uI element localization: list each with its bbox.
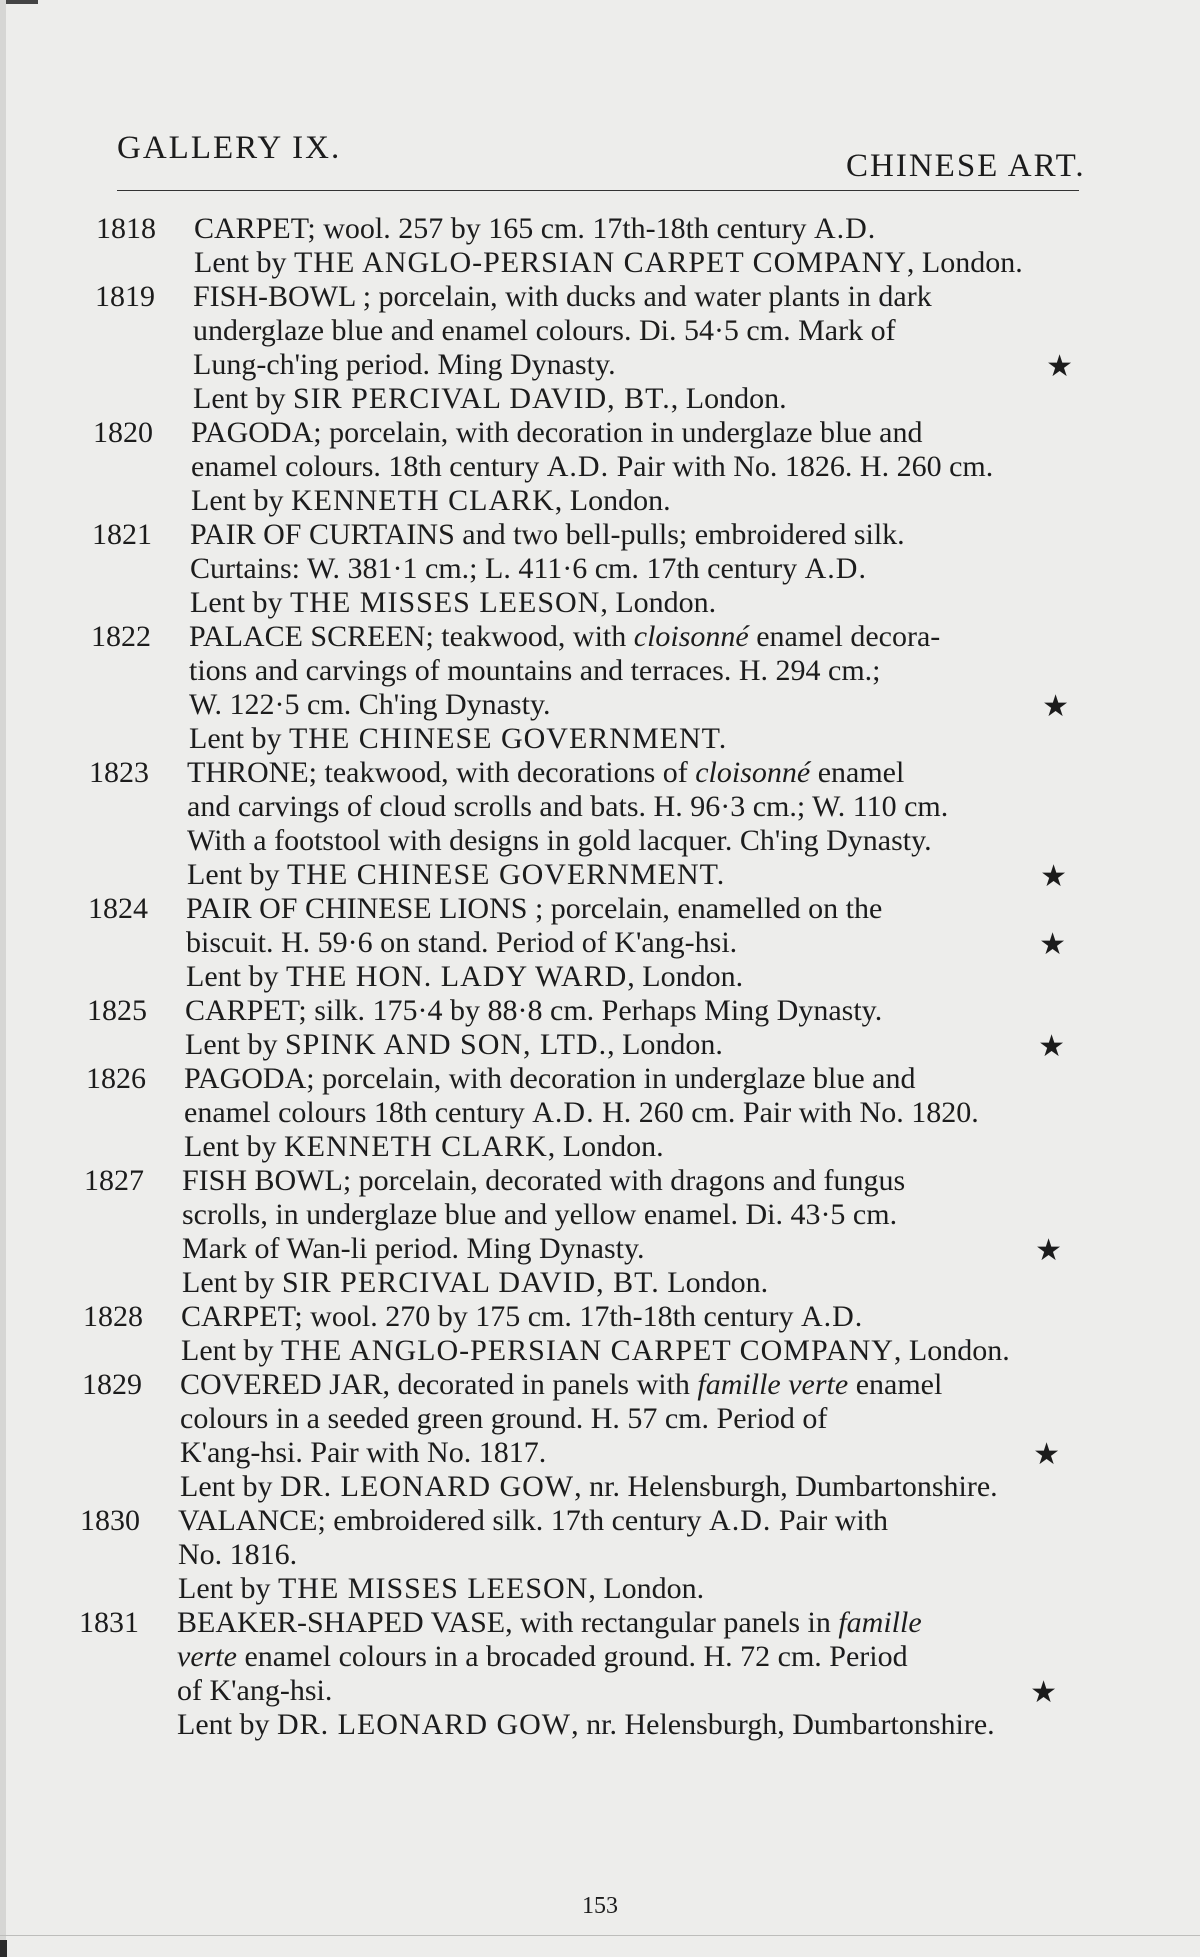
entry-text: THRONE; teakwood, with decorations of cloisonné enamel <box>187 756 905 789</box>
lender-name: A.D. <box>800 1300 864 1333</box>
entry-line <box>92 586 1092 620</box>
catalogue-entry <box>86 1062 1086 1164</box>
entry-text: Curtains: W. 381·1 cm.; L. 411·6 cm. 17th century A.D. <box>190 552 867 585</box>
header-rule <box>117 190 1079 191</box>
entry-first-line <box>86 1062 1086 1096</box>
entry-text: PAIR OF CURTAINS and two bell-pulls; embroidered silk. <box>190 518 905 551</box>
lender-name: SIR PERCIVAL DAVID, BT. <box>292 382 671 415</box>
entry-text: verte enamel colours in a brocaded ground. H. 72 cm. Period <box>177 1640 908 1673</box>
entry-text: Lent by KENNETH CLARK, London. <box>184 1130 664 1163</box>
lender-name: A.D. <box>813 212 877 245</box>
lender-name: KENNETH CLARK <box>290 484 555 517</box>
entry-line <box>82 1402 1082 1436</box>
entry-text: PAGODA; porcelain, with decoration in underglaze blue and <box>184 1062 916 1095</box>
lender-name: THE ANGLO-PERSIAN CARPET COMPANY <box>293 246 907 279</box>
catalogue-entry <box>91 620 1091 756</box>
italic-term: verte <box>177 1640 237 1673</box>
star-icon: ★ <box>1030 1676 1057 1709</box>
entry-text: No. 1816. <box>178 1538 298 1571</box>
italic-term: famille verte <box>697 1368 849 1401</box>
entry-text: Lent by DR. LEONARD GOW, nr. Helensburgh, Dumbartonshire. <box>180 1470 998 1503</box>
lender-name: A.D. <box>804 552 867 585</box>
page-edge-shadow <box>0 0 6 1957</box>
corner-mark-bottom <box>0 1940 7 1957</box>
entry-number: 1825 <box>87 994 147 1027</box>
entry-line <box>82 1436 1082 1470</box>
lender-name: A.D. <box>546 450 610 483</box>
entry-text: biscuit. H. 59·6 on stand. Period of K'ang-hsi. <box>186 926 738 959</box>
star-icon: ★ <box>1042 690 1069 723</box>
entry-first-line <box>89 756 1089 790</box>
lender-name: KENNETH CLARK <box>283 1130 548 1163</box>
entry-number: 1829 <box>82 1368 142 1401</box>
lender-name: THE MISSES LEESON <box>277 1572 589 1605</box>
entry-first-line <box>96 212 1096 246</box>
entry-text: Lent by DR. LEONARD GOW, nr. Helensburgh, Dumbartonshire. <box>177 1708 995 1741</box>
entry-line <box>88 960 1088 994</box>
entry-line <box>86 1096 1086 1130</box>
entry-text: Lent by THE MISSES LEESON, London. <box>190 586 717 619</box>
entry-text: Lent by THE HON. LADY WARD, London. <box>186 960 744 993</box>
entry-text: Lung-ch'ing period. Ming Dynasty. <box>193 348 616 381</box>
entry-number: 1827 <box>84 1164 144 1197</box>
lender-name: THE HON. LADY WARD <box>285 960 628 993</box>
entry-text: FISH BOWL; porcelain, decorated with dragons and fungus <box>182 1164 906 1197</box>
entry-text: Lent by THE CHINESE GOVERNMENT. <box>187 858 726 891</box>
catalogue-entry <box>88 892 1088 994</box>
entry-line <box>91 654 1091 688</box>
entry-first-line <box>91 620 1091 654</box>
entry-line <box>95 348 1095 382</box>
catalogue-entry <box>93 416 1093 518</box>
entry-text: PAGODA; porcelain, with decoration in underglaze blue and <box>191 416 923 449</box>
section-header: CHINESE ART. <box>846 148 1086 184</box>
entry-line <box>95 314 1095 348</box>
entry-number: 1819 <box>95 280 155 313</box>
entry-first-line <box>84 1164 1084 1198</box>
italic-term: famille <box>838 1606 922 1639</box>
entry-number: 1831 <box>79 1606 139 1639</box>
entry-text: Lent by THE ANGLO-PERSIAN CARPET COMPANY, London. <box>181 1334 1010 1367</box>
entry-first-line <box>87 994 1087 1028</box>
entry-text: colours in a seeded green ground. H. 57 cm. Period of <box>180 1402 828 1435</box>
star-icon: ★ <box>1039 928 1066 961</box>
entry-line <box>79 1674 1079 1708</box>
lender-name: THE CHINESE GOVERNMENT. <box>286 858 726 891</box>
catalogue-entry <box>95 280 1095 416</box>
entry-line <box>82 1470 1082 1504</box>
star-icon: ★ <box>1038 1030 1065 1063</box>
lender-name: THE CHINESE GOVERNMENT. <box>288 722 728 755</box>
entry-line <box>95 382 1095 416</box>
entry-line <box>84 1266 1084 1300</box>
entry-text: Lent by KENNETH CLARK, London. <box>191 484 671 517</box>
entry-first-line <box>80 1504 1080 1538</box>
catalogue-entry <box>80 1504 1080 1606</box>
catalogue-entry <box>83 1300 1083 1368</box>
entry-text: Lent by SIR PERCIVAL DAVID, BT., London. <box>193 382 787 415</box>
page-bottom-edge <box>0 1935 1200 1936</box>
entry-text: tions and carvings of mountains and terraces. H. 294 cm.; <box>189 654 881 687</box>
entry-line <box>91 688 1091 722</box>
entry-line <box>88 926 1088 960</box>
entry-line <box>79 1708 1079 1742</box>
entry-line <box>84 1232 1084 1266</box>
entry-text: VALANCE; embroidered silk. 17th century A.D. Pair with <box>178 1504 889 1537</box>
entry-line <box>87 1028 1087 1062</box>
entry-text: PALACE SCREEN; teakwood, with cloisonné enamel decora- <box>189 620 941 653</box>
entry-first-line <box>95 280 1095 314</box>
star-icon: ★ <box>1035 1234 1062 1267</box>
star-icon: ★ <box>1033 1438 1060 1471</box>
entry-number: 1824 <box>88 892 148 925</box>
entry-text: W. 122·5 cm. Ch'ing Dynasty. <box>189 688 551 721</box>
catalogue-entries <box>79 212 1096 1742</box>
lender-name: THE ANGLO-PERSIAN CARPET COMPANY <box>280 1334 894 1367</box>
entry-text: With a footstool with designs in gold lacquer. Ch'ing Dynasty. <box>187 824 932 857</box>
entry-first-line <box>93 416 1093 450</box>
entry-text: of K'ang-hsi. <box>177 1674 333 1707</box>
entry-first-line <box>88 892 1088 926</box>
entry-line <box>79 1640 1079 1674</box>
entry-text: COVERED JAR, decorated in panels with famille verte enamel <box>180 1368 943 1401</box>
entry-text: scrolls, in underglaze blue and yellow enamel. Di. 43·5 cm. <box>182 1198 898 1231</box>
catalogue-entry <box>79 1606 1079 1742</box>
entry-number: 1822 <box>91 620 151 653</box>
entry-line <box>80 1572 1080 1606</box>
catalogue-entry <box>84 1164 1084 1300</box>
entry-text: CARPET; silk. 175·4 by 88·8 cm. Perhaps Ming Dynasty. <box>185 994 883 1027</box>
lender-name: THE MISSES LEESON <box>289 586 601 619</box>
entry-text: Lent by THE CHINESE GOVERNMENT. <box>189 722 728 755</box>
catalogue-entry <box>82 1368 1082 1504</box>
entry-line <box>89 790 1089 824</box>
entry-line <box>86 1130 1086 1164</box>
star-icon: ★ <box>1046 350 1073 383</box>
entry-line <box>93 484 1093 518</box>
italic-term: cloisonné <box>633 620 749 653</box>
entry-text: enamel colours 18th century A.D. H. 260 cm. Pair with No. 1820. <box>184 1096 979 1129</box>
entry-text: Mark of Wan-li period. Ming Dynasty. <box>182 1232 645 1265</box>
entry-number: 1826 <box>86 1062 146 1095</box>
entry-text: and carvings of cloud scrolls and bats. H. 96·3 cm.; W. 110 cm. <box>187 790 949 823</box>
entry-line <box>93 450 1093 484</box>
entry-text: underglaze blue and enamel colours. Di. 54·5 cm. Mark of <box>193 314 896 347</box>
page-number: 153 <box>582 1893 618 1919</box>
lender-name: DR. LEONARD GOW <box>279 1470 575 1503</box>
entry-text: PAIR OF CHINESE LIONS ; porcelain, enamelled on the <box>186 892 883 925</box>
entry-first-line <box>79 1606 1079 1640</box>
entry-text: Lent by THE ANGLO-PERSIAN CARPET COMPANY, London. <box>194 246 1023 279</box>
entry-number: 1830 <box>80 1504 140 1537</box>
entry-text: Lent by SPINK AND SON, LTD., London. <box>185 1028 723 1061</box>
entry-line <box>92 552 1092 586</box>
entry-text: Lent by THE MISSES LEESON, London. <box>178 1572 705 1605</box>
entry-text: CARPET; wool. 270 by 175 cm. 17th-18th century A.D. <box>181 1300 864 1333</box>
lender-name: SIR PERCIVAL DAVID, BT. <box>281 1266 660 1299</box>
lender-name: SPINK AND SON, LTD. <box>284 1028 608 1061</box>
entry-number: 1820 <box>93 416 153 449</box>
lender-name: DR. LEONARD GOW <box>276 1708 572 1741</box>
entry-text: K'ang-hsi. Pair with No. 1817. <box>180 1436 547 1469</box>
entry-number: 1828 <box>83 1300 143 1333</box>
entry-line <box>80 1538 1080 1572</box>
star-icon: ★ <box>1040 860 1067 893</box>
entry-first-line <box>82 1368 1082 1402</box>
entry-line <box>83 1334 1083 1368</box>
entry-text: CARPET; wool. 257 by 165 cm. 17th-18th century A.D. <box>194 212 877 245</box>
entry-line <box>91 722 1091 756</box>
entry-text: FISH-BOWL ; porcelain, with ducks and water plants in dark <box>193 280 932 313</box>
lender-name: A.D. <box>709 1504 772 1537</box>
italic-term: cloisonné <box>695 756 811 789</box>
entry-first-line <box>92 518 1092 552</box>
entry-text: BEAKER-SHAPED VASE, with rectangular panels in famille <box>177 1606 922 1639</box>
entry-line <box>84 1198 1084 1232</box>
catalogue-entry <box>87 994 1087 1062</box>
catalogue-entry <box>92 518 1092 620</box>
gallery-header: GALLERY IX. <box>117 130 342 166</box>
entry-line <box>96 246 1096 280</box>
entry-text: Lent by SIR PERCIVAL DAVID, BT. London. <box>182 1266 769 1299</box>
entry-number: 1821 <box>92 518 152 551</box>
entry-line <box>89 824 1089 858</box>
entry-first-line <box>83 1300 1083 1334</box>
entry-number: 1823 <box>89 756 149 789</box>
catalogue-entry <box>89 756 1089 892</box>
entry-text: enamel colours. 18th century A.D. Pair with No. 1826. H. 260 cm. <box>191 450 994 483</box>
catalogue-entry <box>96 212 1096 280</box>
lender-name: A.D. <box>532 1096 595 1129</box>
entry-line <box>89 858 1089 892</box>
entry-number: 1818 <box>96 212 156 245</box>
